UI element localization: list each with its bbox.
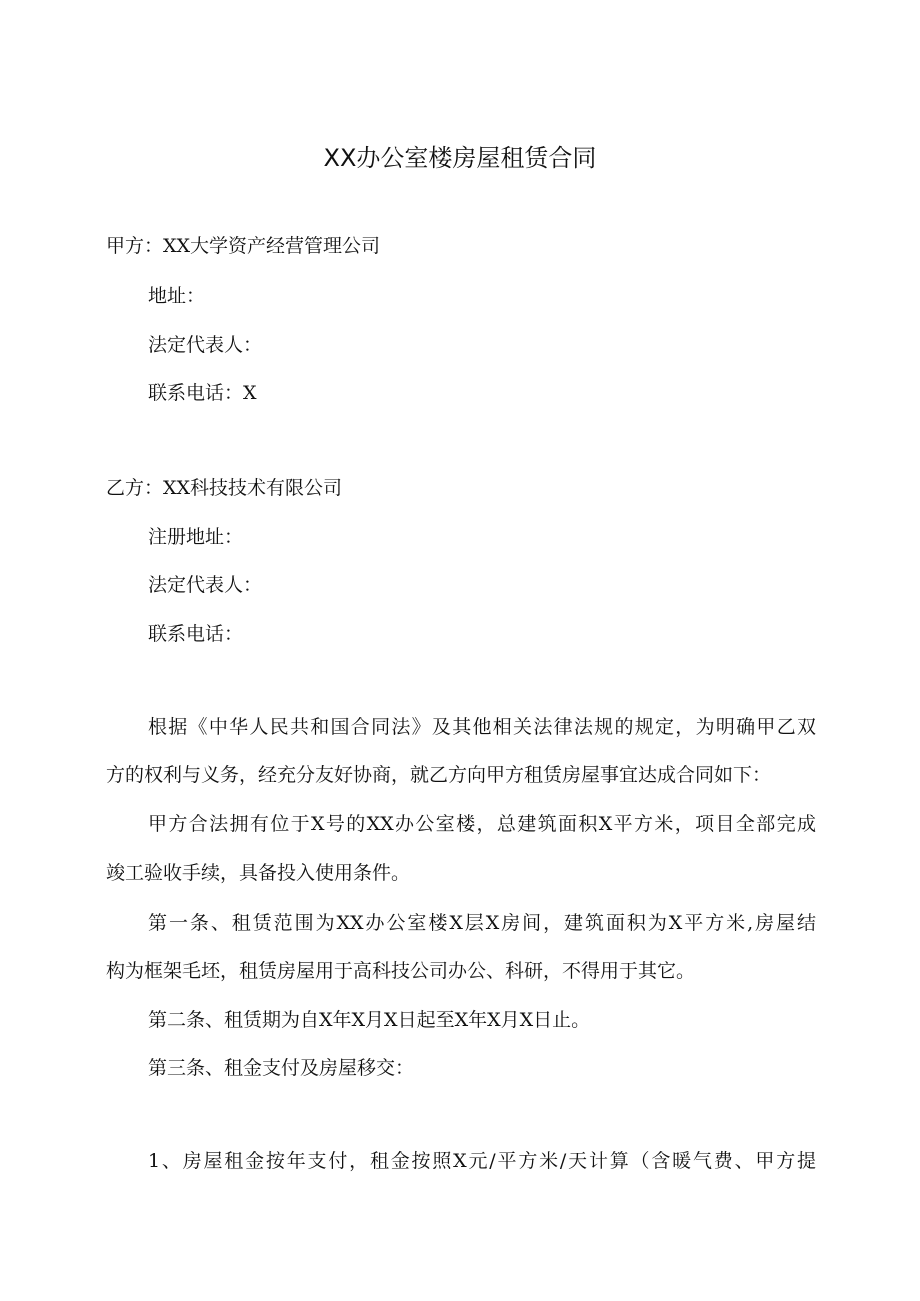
paragraph-preamble-line-1: 根据《中华人民共和国合同法》及其他相关法律法规的规定，为明确甲乙双	[148, 716, 816, 738]
paragraph-ownership-line-1: 甲方合法拥有位于X号的XX办公室楼，总建筑面积X平方米，项目全部完成	[148, 813, 816, 835]
party-b-phone: 联系电话：	[148, 623, 244, 645]
article-3-item-1: 1、房屋租金按年支付，租金按照X元/平方米/天计算（含暖气费、甲方提	[148, 1150, 816, 1172]
party-a-address: 地址：	[148, 285, 206, 307]
article-2: 第二条、租赁期为自X年X月X日起至X年X月X日止。	[148, 1009, 591, 1031]
party-a-phone: 联系电话：X	[148, 382, 257, 404]
paragraph-preamble-line-2: 方的权利与义务，经充分友好协商，就乙方向甲方租赁房屋事宜达成合同如下：	[106, 764, 772, 786]
party-a-legal-rep: 法定代表人：	[148, 334, 263, 356]
article-1-line-2: 构为框架毛坯，租赁房屋用于高科技公司办公、科研，不得用于其它。	[106, 960, 696, 982]
party-a-heading: 甲方：XX大学资产经营管理公司	[106, 235, 381, 257]
party-b-address: 注册地址：	[148, 526, 244, 548]
article-3: 第三条、租金支付及房屋移交：	[148, 1057, 415, 1079]
document-title: XX办公室楼房屋租赁合同	[323, 144, 597, 172]
paragraph-ownership-line-2: 竣工验收手续，具备投入使用条件。	[106, 862, 411, 884]
party-b-heading: 乙方：XX科技技术有限公司	[106, 477, 343, 499]
article-1-line-1: 第一条、租赁范围为XX办公室楼X层X房间，建筑面积为X平方米,房屋结	[148, 912, 816, 934]
party-b-legal-rep: 法定代表人：	[148, 574, 263, 596]
